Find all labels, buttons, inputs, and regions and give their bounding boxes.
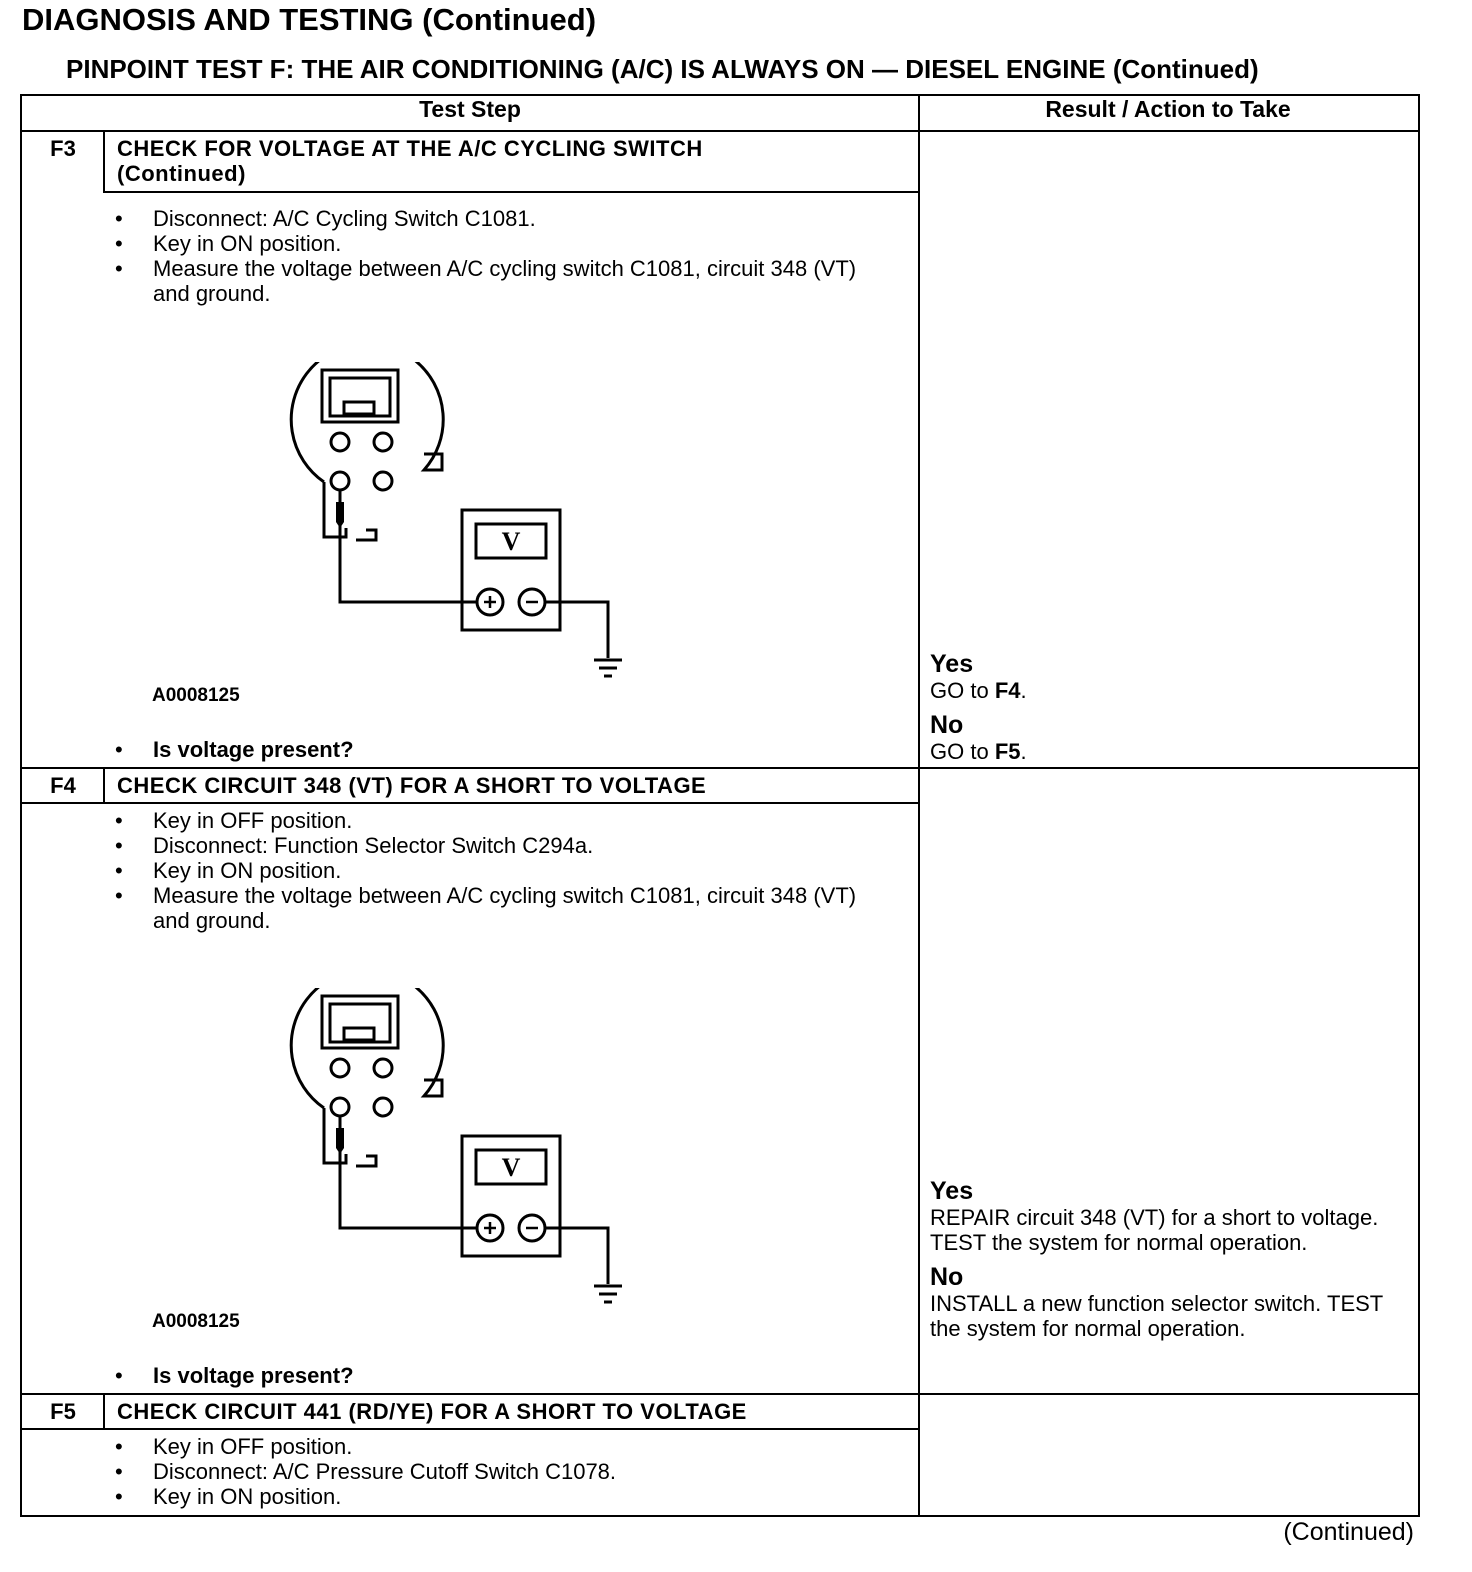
result-no-label: No [930, 711, 964, 739]
title-divider-f4 [22, 802, 920, 804]
goto-f5-link: F5 [994, 739, 1021, 764]
result-no-label: No [930, 1263, 964, 1291]
result-yes-label: Yes [930, 650, 974, 678]
step-id-f4: F4 [50, 773, 76, 798]
step-instructions-f4 [115, 808, 875, 933]
column-divider [918, 96, 920, 1515]
result-f4 [930, 1177, 1400, 1341]
row-divider-f5 [22, 1393, 1418, 1395]
figure-id-f4: A0008125 [152, 1311, 240, 1332]
instruction-item: • Key in ON position. [115, 858, 875, 883]
step-id-f3: F3 [50, 136, 76, 161]
result-yes-action: REPAIR circuit 348 (VT) for a short to voltage. TEST the system for normal operation. [930, 1205, 1379, 1255]
continued-note: (Continued) [1283, 1518, 1414, 1546]
instruction-item: • Measure the voltage between A/C cycling switch C1081, circuit 348 (VT) and ground. [115, 883, 875, 933]
instruction-item: • Key in ON position. [115, 1484, 875, 1509]
step-id-f5: F5 [50, 1399, 76, 1424]
figure-id-f3: A0008125 [152, 685, 240, 706]
pinpoint-test-title: PINPOINT TEST F: THE AIR CONDITIONING (A/C) IS ALWAYS ON — DIESEL ENGINE (Continued) [66, 54, 1259, 84]
instruction-item: • Key in OFF position. [115, 808, 875, 833]
title-divider-f5 [22, 1428, 920, 1430]
instruction-item: • Key in ON position. [115, 231, 875, 256]
result-no-action: GO to F5. [930, 739, 1027, 764]
step-instructions-f5 [115, 1434, 875, 1509]
instruction-item: • Key in OFF position. [115, 1434, 875, 1459]
voltmeter-label: V [501, 527, 521, 556]
step-title-f5: CHECK CIRCUIT 441 (RD/YE) FOR A SHORT TO VOLTAGE [117, 1399, 747, 1424]
instruction-item: • Disconnect: A/C Pressure Cutoff Switch C1078. [115, 1459, 875, 1484]
instruction-item: • Disconnect: Function Selector Switch C294a. [115, 833, 875, 858]
instruction-item: • Disconnect: A/C Cycling Switch C1081. [115, 206, 875, 231]
title-divider-f3 [103, 191, 920, 193]
step-title-f3: CHECK FOR VOLTAGE AT THE A/C CYCLING SWITCH (Continued) [117, 136, 703, 186]
header-divider [22, 130, 1418, 132]
instruction-item: • Measure the voltage between A/C cycling switch C1081, circuit 348 (VT) and ground. [115, 256, 875, 306]
voltmeter-connector-diagram-f3 [280, 362, 630, 682]
step-question-f4: • Is voltage present? [115, 1363, 354, 1389]
column-header-result: Result / Action to Take [1045, 96, 1291, 122]
column-header-test-step: Test Step [419, 96, 521, 122]
step-question-f3: • Is voltage present? [115, 737, 354, 763]
row-divider-f4 [22, 767, 1418, 769]
result-yes-action: GO to F4. [930, 678, 1027, 703]
page-title: DIAGNOSIS AND TESTING (Continued) [22, 2, 597, 37]
goto-f4-link: F4 [994, 678, 1021, 703]
voltmeter-connector-diagram-f4 [280, 988, 630, 1308]
result-no-action: INSTALL a new function selector switch. TEST the system for normal operation. [930, 1291, 1383, 1341]
voltmeter-label: V [501, 1153, 521, 1182]
step-instructions-f3 [115, 206, 875, 306]
step-title-f4: CHECK CIRCUIT 348 (VT) FOR A SHORT TO VOLTAGE [117, 773, 707, 798]
result-f3 [930, 650, 1400, 764]
result-yes-label: Yes [930, 1177, 974, 1205]
